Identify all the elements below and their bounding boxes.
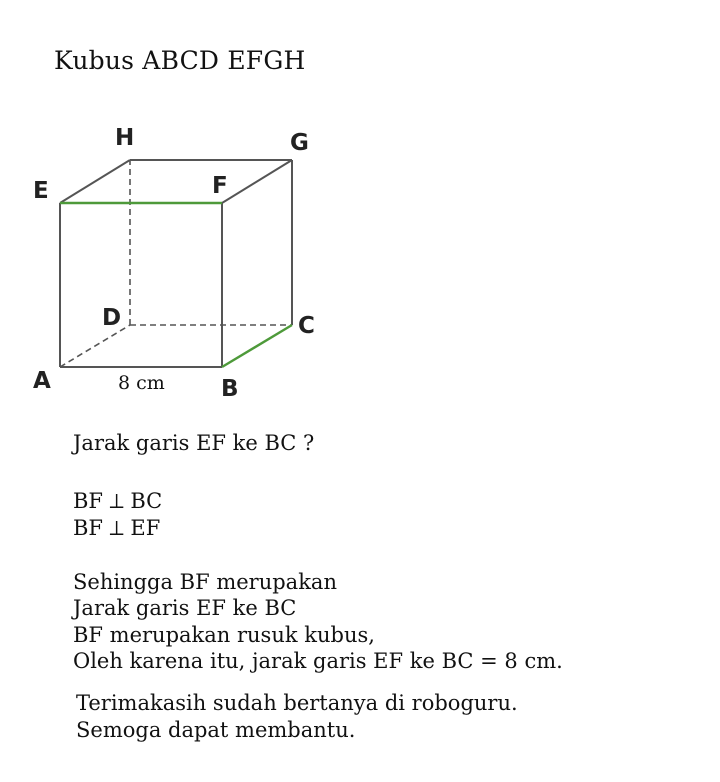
closing-line-2: Semoga dapat membantu. xyxy=(76,718,356,742)
explanation-line-3: BF merupakan rusuk kubus, xyxy=(73,623,375,647)
question-text: Jarak garis EF ke BC ? xyxy=(73,431,315,455)
vertex-label-A: A xyxy=(33,368,51,394)
perpendicular-line-1: BF ⟂ BC xyxy=(73,489,163,513)
edge-AD xyxy=(60,325,130,367)
vertex-label-D: D xyxy=(102,305,122,331)
explanation-line-2: Jarak garis EF ke BC xyxy=(73,596,297,620)
explanation-line-1: Sehingga BF merupakan xyxy=(73,570,337,594)
vertex-label-H: H xyxy=(115,125,135,151)
side-length-label: 8 cm xyxy=(118,372,165,394)
closing-line-1: Terimakasih sudah bertanya di roboguru. xyxy=(76,691,518,715)
vertex-label-E: E xyxy=(33,178,49,204)
page-title: Kubus ABCD EFGH xyxy=(54,46,306,75)
explanation-line-4: Oleh karena itu, jarak garis EF ke BC = 8 cm. xyxy=(73,649,563,673)
edge-BC-highlight xyxy=(222,325,292,367)
vertex-label-B: B xyxy=(221,376,239,402)
vertex-label-C: C xyxy=(298,313,315,339)
edge-FG xyxy=(222,160,292,203)
perpendicular-line-2: BF ⟂ EF xyxy=(73,516,161,540)
vertex-label-F: F xyxy=(212,173,228,199)
vertex-label-G: G xyxy=(290,130,309,156)
edge-EH xyxy=(60,160,130,203)
